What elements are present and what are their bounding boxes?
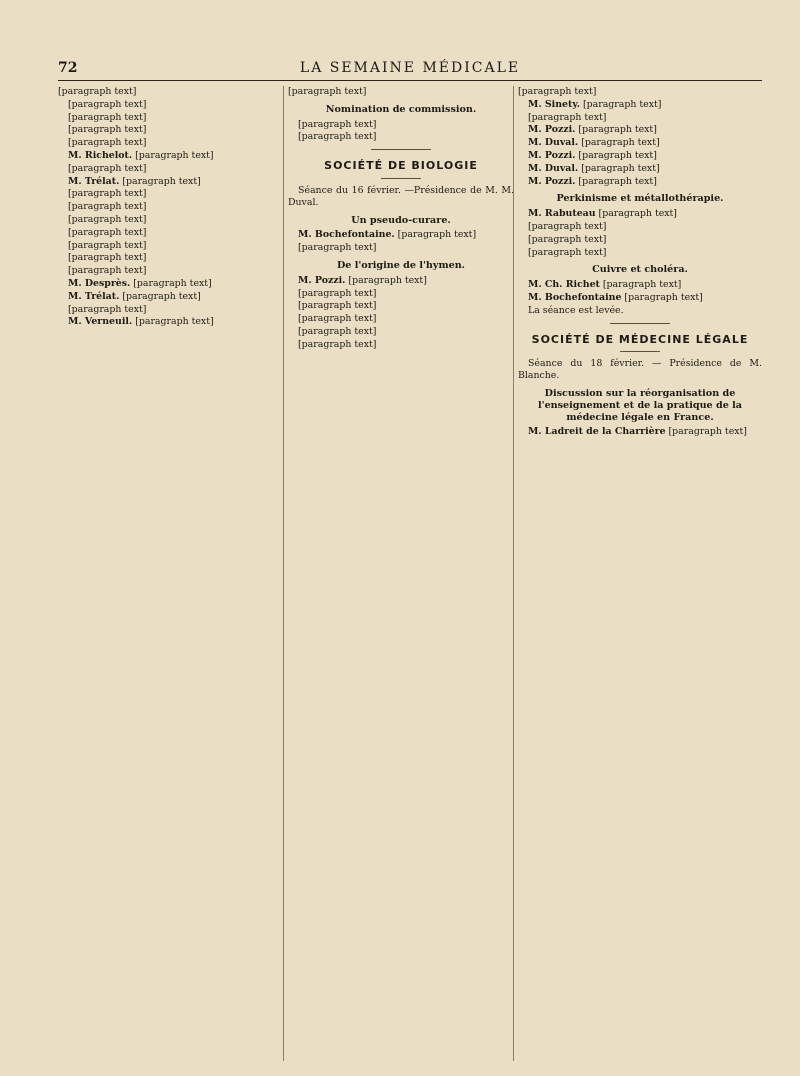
subsection-title: Un pseudo-curare. [351, 214, 451, 226]
paragraph: [paragraph text] [68, 98, 147, 110]
paragraph: [paragraph text] [68, 162, 147, 174]
speaker-name: M. Pozzi. [528, 124, 576, 136]
paragraph-text: [paragraph text] [581, 137, 660, 149]
paragraph: [paragraph text] [68, 201, 147, 213]
paragraph: [paragraph text] [518, 86, 597, 97]
speaker-name: M. Rabuteau [528, 208, 596, 220]
subsection-title: Perkinisme et métallothérapie. [556, 193, 724, 205]
paragraph: [paragraph text] [68, 188, 147, 200]
paragraph [518, 150, 762, 162]
paragraph: [paragraph text] [298, 131, 377, 143]
speaker-name: M. Verneuil. [68, 316, 133, 328]
column-2 [288, 86, 514, 1061]
paragraph [58, 316, 284, 328]
subsection-title: Cuivre et choléra. [592, 264, 688, 276]
subsection-title: De l'origine de l'hymen. [336, 259, 466, 271]
paragraph [518, 292, 762, 304]
paragraph: [paragraph text] [68, 252, 147, 264]
paragraph-text: [paragraph text] [133, 277, 212, 289]
paragraph: [paragraph text] [298, 242, 377, 254]
speaker-name: M. Ladreit de la Charrière [528, 426, 666, 438]
seance-line: Séance du 18 février. — Présidence de M. Blanche. [518, 358, 762, 382]
speaker-name: M. Richelot. [68, 149, 133, 161]
paragraph-text: [paragraph text] [397, 229, 477, 241]
paragraph: [paragraph text] [68, 303, 147, 315]
paragraph: [paragraph text] [58, 86, 137, 97]
paragraph-text: [paragraph text] [581, 162, 660, 174]
paragraph-text: [paragraph text] [668, 426, 747, 438]
paragraph-text: [paragraph text] [578, 149, 657, 161]
paragraph [58, 150, 284, 162]
page-number: 72 [58, 60, 78, 76]
header-rule [58, 80, 762, 81]
speaker-name: M. Bochefontaine [528, 291, 622, 303]
paragraph: La séance est levée. [528, 304, 624, 316]
speaker-name: M. Trélat. [68, 175, 120, 187]
speaker-name: M. Ch. Richet [528, 279, 600, 291]
paragraph [58, 291, 284, 303]
paragraph: [paragraph text] [298, 287, 377, 299]
paragraph: [paragraph text] [68, 265, 147, 277]
paragraph [518, 279, 762, 291]
speaker-name: M. Sinety. [528, 98, 580, 110]
paragraph-text: [paragraph text] [602, 279, 682, 291]
seance-line: Séance du 16 février. —Présidence de M. M. Duval. [288, 184, 514, 208]
paragraph [58, 278, 284, 290]
paragraph: [paragraph text] [68, 137, 147, 149]
speaker-name: M. Pozzi. [528, 149, 576, 161]
paragraph-text: [paragraph text] [578, 124, 657, 136]
paragraph: [paragraph text] [68, 111, 147, 123]
section-title: SOCIÉTÉ DE BIOLOGIE [324, 159, 478, 173]
page-header [58, 58, 762, 80]
paragraph: [paragraph text] [298, 300, 377, 312]
speaker-name: M. Duval. [528, 162, 579, 174]
paragraph [518, 124, 762, 136]
paragraph: [paragraph text] [528, 111, 607, 123]
paragraph [518, 426, 762, 438]
paragraph-text: [paragraph text] [598, 208, 677, 220]
paragraph-text: [paragraph text] [582, 98, 662, 110]
paragraph: [paragraph text] [298, 338, 377, 350]
paragraph-text: [paragraph text] [122, 290, 201, 302]
paragraph [518, 137, 762, 149]
paragraph: [paragraph text] [68, 124, 147, 136]
speaker-name: M. Pozzi. [528, 175, 576, 187]
section-rule [610, 323, 670, 324]
paragraph [288, 275, 514, 287]
paragraph [58, 176, 284, 188]
subsection-title: Nomination de commission. [325, 103, 477, 115]
speaker-name: M. Desprès. [68, 277, 131, 289]
paragraph: [paragraph text] [68, 226, 147, 238]
paragraph: [paragraph text] [528, 233, 607, 245]
paragraph: [paragraph text] [68, 239, 147, 251]
paragraph: [paragraph text] [528, 220, 607, 232]
paragraph: [paragraph text] [68, 213, 147, 225]
section-rule [371, 149, 431, 150]
paragraph-text: [paragraph text] [348, 274, 427, 286]
speaker-name: M. Pozzi. [298, 274, 346, 286]
paragraph-text: [paragraph text] [578, 175, 657, 187]
paragraph [288, 229, 514, 241]
section-title: SOCIÉTÉ DE MÉDECINE LÉGALE [531, 332, 749, 346]
paragraph [518, 208, 762, 220]
paragraph: [paragraph text] [298, 325, 377, 337]
paragraph: [paragraph text] [528, 246, 607, 258]
column-3 [518, 86, 762, 1061]
paragraph [518, 99, 762, 111]
paragraph-text: [paragraph text] [135, 316, 214, 328]
speaker-name: M. Trélat. [68, 290, 120, 302]
speaker-name: M. Bochefontaine. [298, 229, 395, 241]
paragraph-text: [paragraph text] [122, 175, 201, 187]
paragraph [518, 176, 762, 188]
paragraph-text: [paragraph text] [624, 291, 703, 303]
paragraph-text: [paragraph text] [135, 149, 214, 161]
speaker-name: M. Duval. [528, 137, 579, 149]
section-rule [620, 351, 660, 352]
subsection-title: Discussion sur la réorganisation de l'enseignement et de la pratique de la médecine légale en France. [537, 387, 743, 423]
journal-title: LA SEMAINE MÉDICALE [299, 60, 521, 76]
paragraph: [paragraph text] [288, 86, 367, 97]
paragraph [518, 163, 762, 175]
column-1 [58, 86, 284, 1061]
paragraph: [paragraph text] [298, 313, 377, 325]
section-rule [381, 178, 421, 179]
paragraph: [paragraph text] [298, 118, 377, 130]
